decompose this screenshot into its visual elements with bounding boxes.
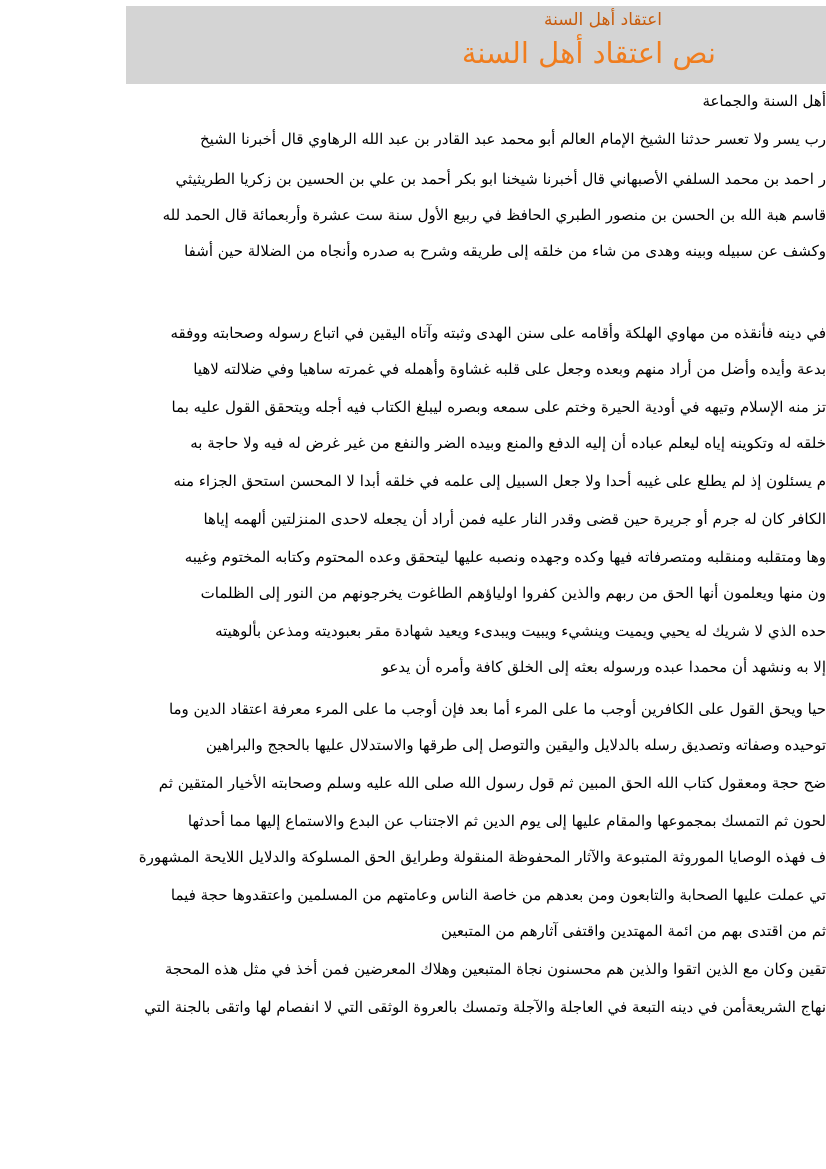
header-subtitle: اعتقاد أهل السنة xyxy=(543,10,662,30)
text-line: حده الذي لا شريك له يحيي ويميت وينشيء ويبيت ويبدىء ويعيد شهادة مقر بعبوديته ومذعن بألوهيته xyxy=(215,622,826,640)
document-body xyxy=(126,86,826,1086)
text-line: في دينه فأنقذه من مهاوي الهلكة وأقامه على سنن الهدى وثبته وآتاه اليقين في اتباع رسوله وصحابته ووفقه xyxy=(170,324,826,342)
text-line: لحون ثم التمسك بمجموعها والمقام عليها إلى يوم الدين ثم الاجتناب عن البدع والاستماع إليها مما أحدثها xyxy=(187,812,826,830)
text-line: ف فهذه الوصايا الموروثة المتبوعة والآثار المحفوظة المنقولة وطرايق الحق المسلوكة والدلايل اللايحة المشهورة xyxy=(138,848,826,866)
text-line: توحيده وصفاته وتصديق رسله بالدلايل واليقين والتوصل إلى طرقها والاستدلال عليها بالحجج والبراهين xyxy=(205,736,826,754)
text-line: م يسئلون إذ لم يطلع على غيبه أحدا ولا جعل السبيل إلى علمه في خلقه أبدا لا المحسن استحق الجزاء منه xyxy=(173,472,826,490)
text-line: خلقه له وتكوينه إياه ليعلم عباده أن إليه الدفع والمنع وبيده الضر والنفع من غير غرض له فيه ولا حاجة به xyxy=(190,434,826,452)
text-line: وها ومتقلبه ومنقلبه ومتصرفاته فيها وكده وجهده ونصبه عليها ليتحقق وعده المحتوم وكتابه المختوم وغيبه xyxy=(184,548,826,566)
text-line: ون منها ويعلمون أنها الحق من ربهم والذين كفروا اولياؤهم الطاغوت يخرجونهم من النور إلى الظلمات xyxy=(200,584,826,602)
text-line: رب يسر ولا تعسر حدثنا الشيخ الإمام العالم أبو محمد عبد القادر بن عبد الله الرهاوي قال أخبرنا الشيخ xyxy=(200,130,826,148)
text-line: نهاج الشريعةأمن في دينه التبعة في العاجلة والآجلة وتمسك بالعروة الوثقى التي لا انفصام لها واتقى بالجنة التي xyxy=(144,998,826,1016)
text-line: ثم من اقتدى بهم من ائمة المهتدين واقتفى آثارهم من المتبعين xyxy=(440,922,826,940)
text-line: تي عملت عليها الصحابة والتابعون ومن بعدهم من خاصة الناس وعامتهم من المسلمين واعتقدوها حجة فيما xyxy=(170,886,826,904)
page-title: نص اعتقاد أهل السنة xyxy=(461,36,716,70)
text-line: أهل السنة والجماعة xyxy=(702,92,826,110)
text-line: حيا ويحق القول على الكافرين أوجب ما على المرء أما بعد فإن أوجب ما على المرء معرفة اعتقاد الدين وما xyxy=(168,700,826,718)
text-line: الكافر كان له جرم أو جريرة حين قضى وقدر النار عليه فمن أراد أن يجعله لاحدى المنزلتين ألهمه إياها xyxy=(203,510,826,528)
text-line: ضح حجة ومعقول كتاب الله الحق المبين ثم قول رسول الله صلى الله عليه وسلم وصحابته الأخيار المتقين ثم xyxy=(158,774,826,792)
text-line: وكشف عن سبيله وبينه وهدى من شاء من خلقه إلى طريقه وشرح به صدره وأنجاه من الضلالة حين أشفا xyxy=(184,242,826,260)
text-line: قاسم هبة الله بن الحسن بن منصور الطبري الحافظ في ربيع الأول سنة ست عشرة وأربعمائة قال الحمد لله xyxy=(162,206,826,224)
text-line: تقين وكان مع الذين اتقوا والذين هم محسنون نجاة المتبعين وهلاك المعرضين فمن أخذ في مثل هذه المحجة xyxy=(164,960,826,978)
text-line: تز منه الإسلام وتيهه في أودية الحيرة وختم على سمعه وبصره ليبلغ الكتاب فيه أجله ويتحقق القول عليه بما xyxy=(171,398,826,416)
text-line: إلا به ونشهد أن محمدا عبده ورسوله بعثه إلى الخلق كافة وأمره أن يدعو xyxy=(381,658,826,676)
text-line: بدعة وأيده وأضل من أراد منهم وبعده وجعل على قلبه غشاوة وأهمله في غمرته ساهيا وفي ضلالته لاهيا xyxy=(193,360,826,378)
text-line: ر احمد بن محمد السلفي الأصبهاني قال أخبرنا شيخنا ابو بكر أحمد بن علي بن الحسين بن زكريا الطريثيثي xyxy=(175,170,826,188)
page-header xyxy=(126,6,826,84)
